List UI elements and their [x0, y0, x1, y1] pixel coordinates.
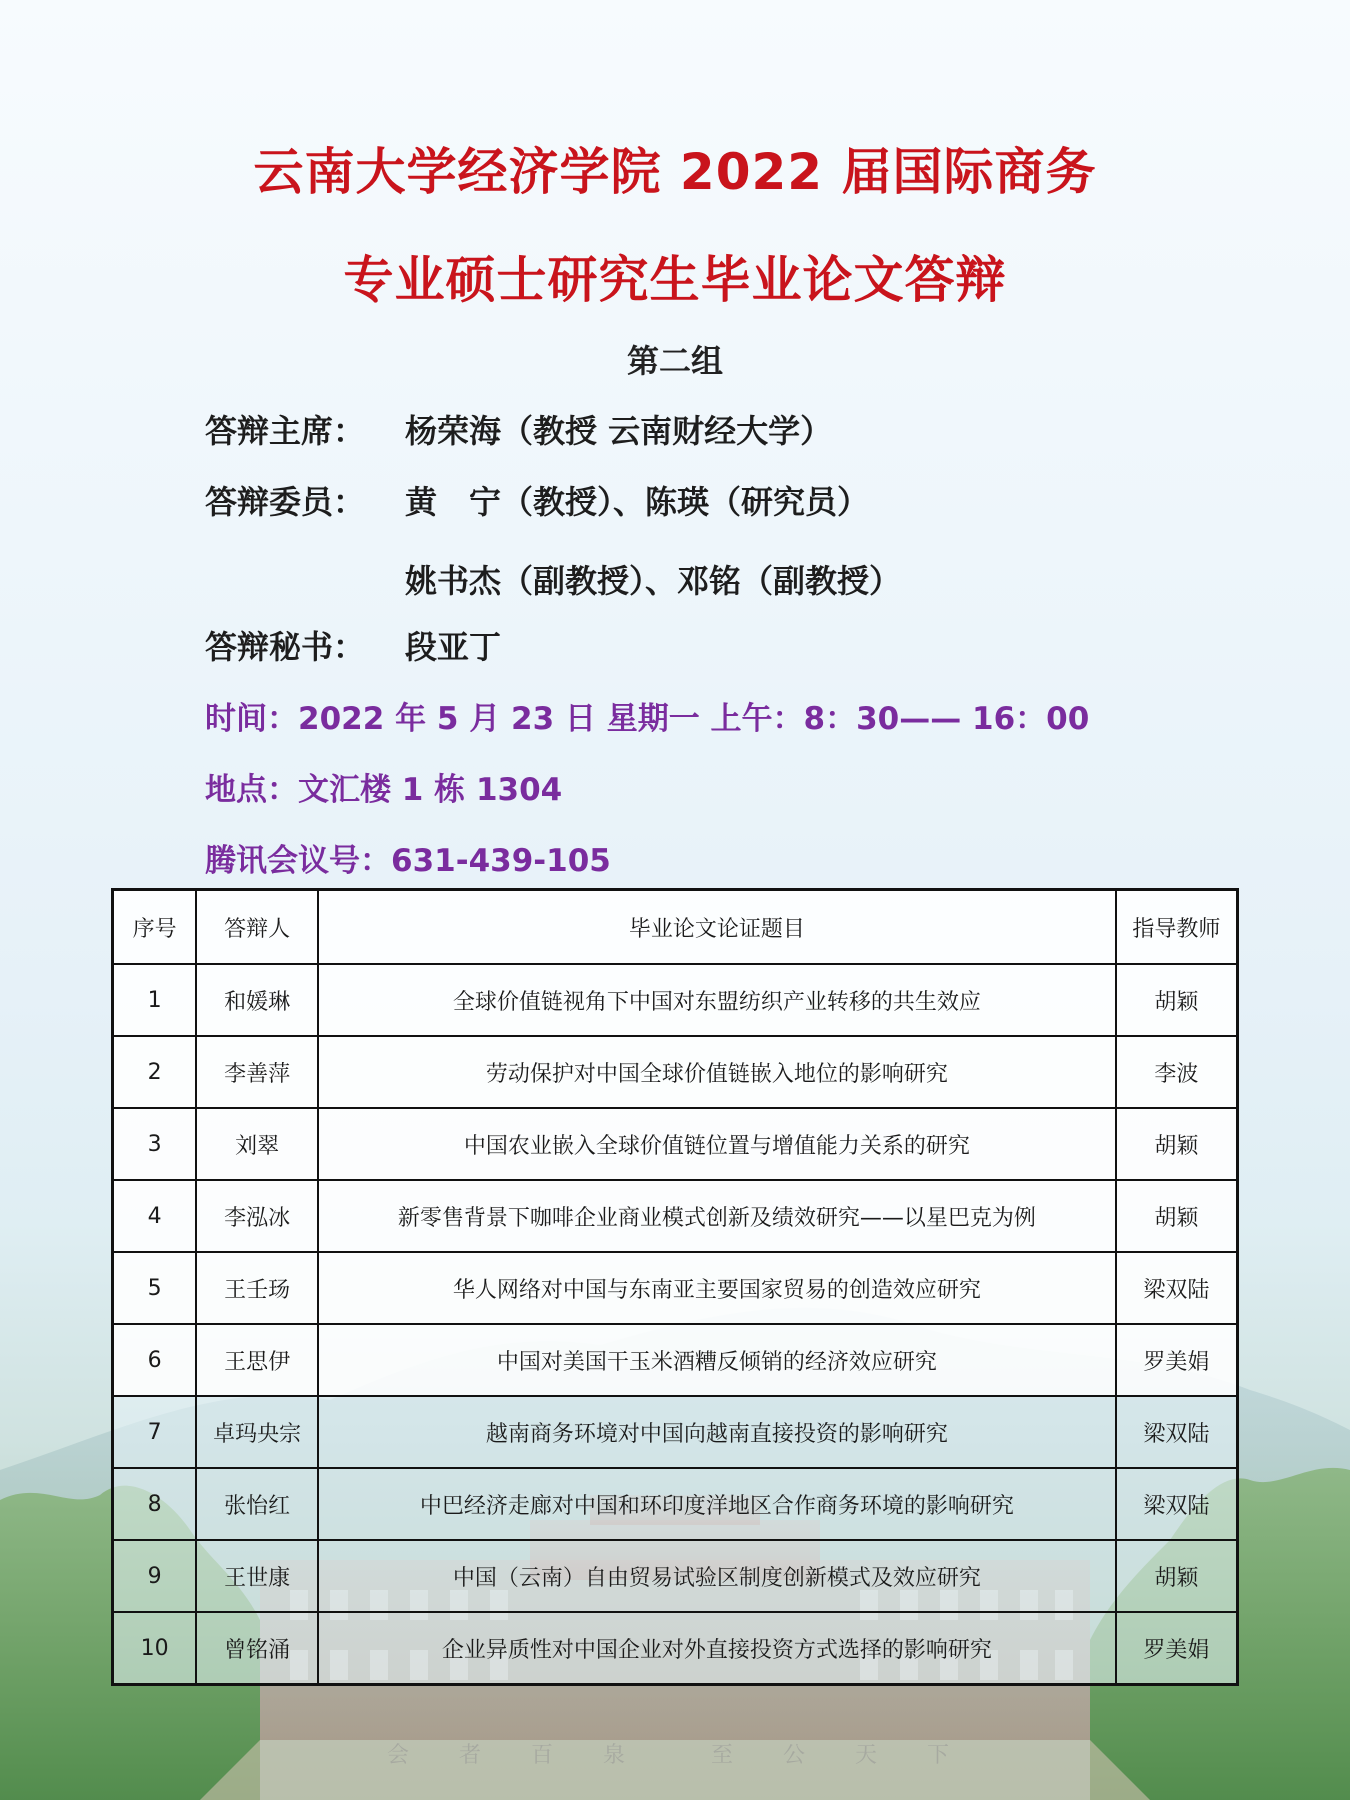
row-thesis-title: 华人网络对中国与东南亚主要国家贸易的创造效应研究 — [318, 1252, 1116, 1324]
table-row — [113, 1108, 1238, 1180]
row-student: 王世康 — [196, 1540, 318, 1612]
table-row — [113, 1396, 1238, 1468]
row-index: 4 — [113, 1180, 197, 1252]
row-advisor: 胡颖 — [1116, 964, 1238, 1036]
tencent-meeting-id: 腾讯会议号：631-439-105 — [205, 843, 611, 879]
table-row — [113, 1540, 1238, 1612]
row-student: 王思伊 — [196, 1324, 318, 1396]
row-student: 张怡红 — [196, 1468, 318, 1540]
row-student: 李善萍 — [196, 1036, 318, 1108]
members-label: 答辩委员： — [205, 483, 366, 521]
header-thesis-title: 毕业论文论证题目 — [318, 890, 1116, 965]
table-row — [113, 1324, 1238, 1396]
row-student: 曾铭涌 — [196, 1612, 318, 1685]
row-student: 和媛琳 — [196, 964, 318, 1036]
header-index: 序号 — [113, 890, 197, 965]
row-thesis-title: 中国（云南）自由贸易试验区制度创新模式及效应研究 — [318, 1540, 1116, 1612]
header-student: 答辩人 — [196, 890, 318, 965]
row-student: 李泓冰 — [196, 1180, 318, 1252]
row-advisor: 胡颖 — [1116, 1108, 1238, 1180]
row-index: 10 — [113, 1612, 197, 1685]
table-row — [113, 964, 1238, 1036]
members-line-2: 姚书杰（副教授）、邓铭（副教授） — [405, 562, 902, 600]
row-index: 6 — [113, 1324, 197, 1396]
row-index: 2 — [113, 1036, 197, 1108]
defense-members-row — [205, 477, 869, 523]
page-title-line-2: 专业硕士研究生毕业论文答辩 — [343, 251, 1007, 309]
table-header-row — [113, 890, 1238, 965]
members-line-1: 黄 宁（教授）、陈瑛（研究员） — [405, 483, 870, 521]
table-row — [113, 1468, 1238, 1540]
row-index: 1 — [113, 964, 197, 1036]
row-advisor: 罗美娟 — [1116, 1612, 1238, 1685]
row-advisor: 胡颖 — [1116, 1180, 1238, 1252]
row-advisor: 胡颖 — [1116, 1540, 1238, 1612]
row-thesis-title: 中巴经济走廊对中国和环印度洋地区合作商务环境的影响研究 — [318, 1468, 1116, 1540]
row-index: 9 — [113, 1540, 197, 1612]
header-advisor: 指导教师 — [1116, 890, 1238, 965]
defense-secretary-row — [205, 622, 501, 668]
group-label: 第二组 — [626, 342, 723, 380]
row-advisor: 梁双陆 — [1116, 1252, 1238, 1324]
table-row — [113, 1036, 1238, 1108]
row-index: 3 — [113, 1108, 197, 1180]
row-advisor: 梁双陆 — [1116, 1468, 1238, 1540]
row-student: 刘翠 — [196, 1108, 318, 1180]
thesis-table — [111, 888, 1239, 1686]
row-index: 5 — [113, 1252, 197, 1324]
row-student: 王壬玚 — [196, 1252, 318, 1324]
row-advisor: 李波 — [1116, 1036, 1238, 1108]
row-student: 卓玛央宗 — [196, 1396, 318, 1468]
meeting-time: 时间：2022 年 5 月 23 日 星期一 上午：8：30—— 16：00 — [205, 701, 1090, 737]
meeting-location: 地点：文汇楼 1 栋 1304 — [205, 772, 563, 808]
row-advisor: 梁双陆 — [1116, 1396, 1238, 1468]
row-thesis-title: 全球价值链视角下中国对东盟纺织产业转移的共生效应 — [318, 964, 1116, 1036]
table-row — [113, 1180, 1238, 1252]
row-advisor: 罗美娟 — [1116, 1324, 1238, 1396]
page-title-line-1: 云南大学经济学院 2022 届国际商务 — [253, 143, 1097, 201]
table-row — [113, 1252, 1238, 1324]
row-index: 7 — [113, 1396, 197, 1468]
chair-value: 杨荣海（教授 云南财经大学） — [405, 412, 833, 450]
defense-chair-row — [205, 406, 832, 452]
chair-label: 答辩主席： — [205, 412, 366, 450]
row-thesis-title: 中国农业嵌入全球价值链位置与增值能力关系的研究 — [318, 1108, 1116, 1180]
secretary-value: 段亚丁 — [405, 628, 502, 666]
building-inscription: 会 者 百 泉 至 公 天 下 — [386, 1743, 963, 1768]
row-index: 8 — [113, 1468, 197, 1540]
row-thesis-title: 劳动保护对中国全球价值链嵌入地位的影响研究 — [318, 1036, 1116, 1108]
row-thesis-title: 新零售背景下咖啡企业商业模式创新及绩效研究——以星巴克为例 — [318, 1180, 1116, 1252]
row-thesis-title: 越南商务环境对中国向越南直接投资的影响研究 — [318, 1396, 1116, 1468]
row-thesis-title: 企业异质性对中国企业对外直接投资方式选择的影响研究 — [318, 1612, 1116, 1685]
row-thesis-title: 中国对美国干玉米酒糟反倾销的经济效应研究 — [318, 1324, 1116, 1396]
table-row — [113, 1612, 1238, 1685]
secretary-label: 答辩秘书： — [205, 628, 366, 666]
